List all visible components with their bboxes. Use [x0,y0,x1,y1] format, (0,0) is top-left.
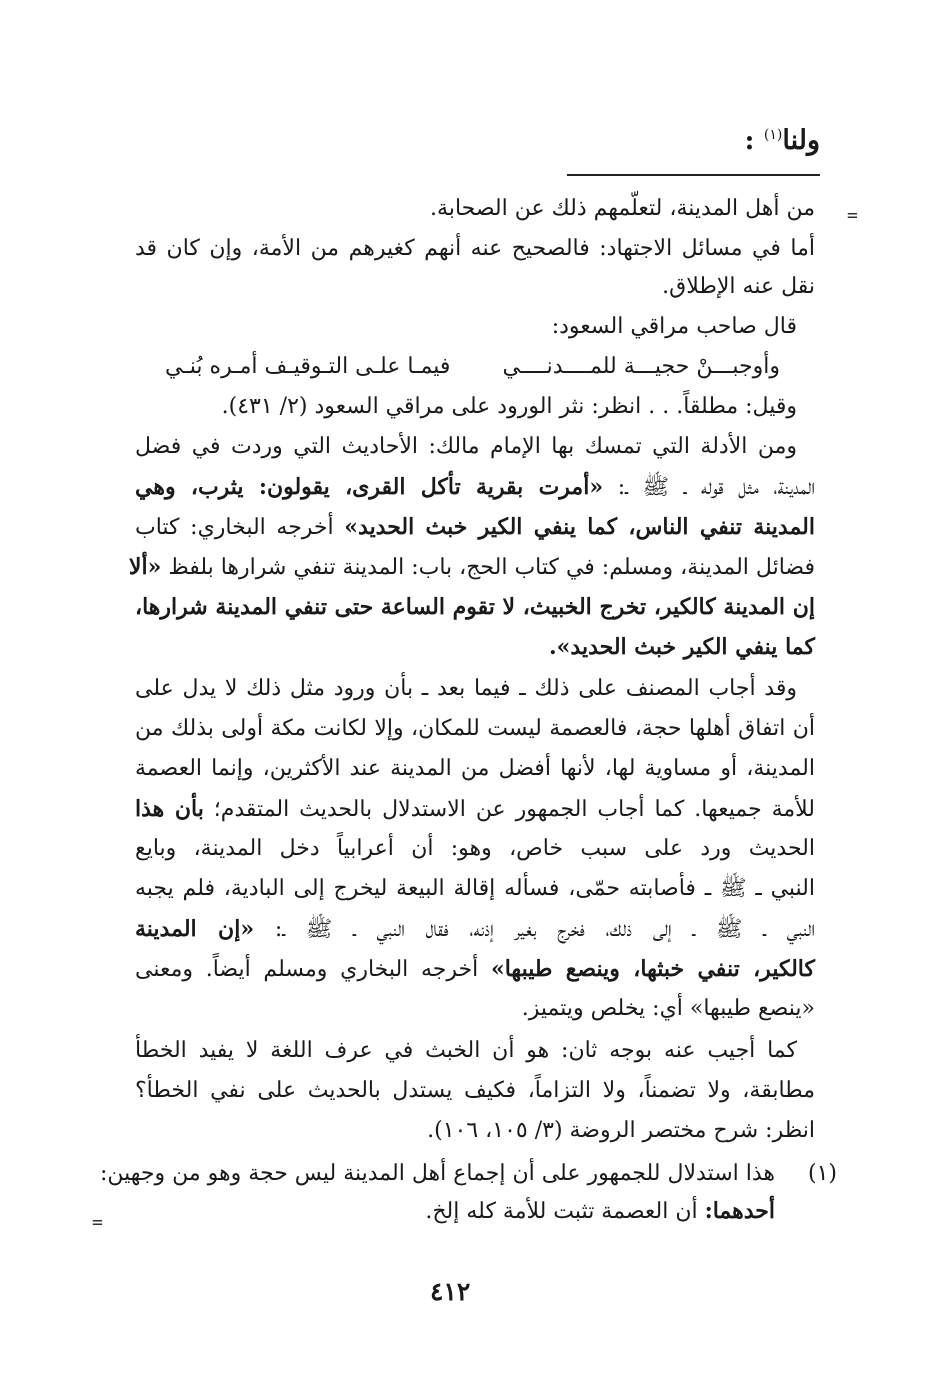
text-line: نقل عنه الإطلاق. [662,274,815,299]
text-line: من أهل المدينة، لتعلّمهم ذلك عن الصحابة. [430,196,815,221]
text-line: انظر: شرح مختصر الروضة (٣/ ١٠٥، ١٠٦). [427,1118,815,1143]
text-run: النبي ـ ﷺ ـ إلى ذلك، فخرج بغير إذنه، فقال النبي ـ ﷺ ـ: [254,917,816,942]
footnote-line [425,1192,775,1231]
hadith-quote: كالكير، تنفي خبثها، وينصع طيبها» [490,956,815,982]
verse-hemistich-first: وأوجبـــنْ حجيـــة للمــــدنــــي [502,354,780,379]
text-run: للأمة جميعها. كما أجاب الجمهور عن الاستدلال بالحديث المتقدم؛ [203,797,816,822]
text-line [135,910,815,948]
page-number: ٤١٢ [430,1277,471,1306]
hadith-line [135,508,815,546]
text-line: أما في مسائل الاجتهاد: فالصحيح عنه أنهم كغيرهم من الأمة، وإن كان قد [135,236,815,261]
margin-mark-top: = [847,205,858,226]
hadith-line [128,548,815,586]
text-run: أخرجه البخاري ومسلم أيضاً. ومعنى [135,957,491,982]
margin-mark-bottom: = [92,1212,103,1233]
hadith-line [135,468,815,506]
text-line: مطابقة، ولا تضمناً، ولا التزاماً، فكيف يستدل بالحديث على نفي الخطأ؟ [135,1078,815,1103]
text-line [135,950,815,988]
heading-colon: : [744,125,755,156]
hadith-quote: المدينة تنفي الناس، كما ينفي الكير خبث الحديد» [344,514,815,540]
text-line: المدينة، أو مساوية لها، لأنها أفضل من المدينة عند الأكثرين، وإنما العصمة [135,756,815,781]
text-line: أن اتفاق أهلها حجة، فالعصمة ليست للمكان، وإلا لكانت مكة أولى بذلك من [135,716,815,741]
text-line: النبي ـ ﷺ ـ فأصابته حمّى، فسأله إقالة البيعة ليخرج إلى البادية، فلم يجبه [135,876,815,901]
text-run: أن العصمة تثبت للأمة كله إلخ. [425,1199,705,1224]
text-run: أخرجه البخاري: كتاب [135,515,345,540]
text-line: كما أجيب عنه بوجه ثان: هو أن الخبث في عرف اللغة لا يفيد الخطأ [135,1038,797,1063]
page-heading [745,125,820,156]
hadith-quote: «ألا [128,554,162,580]
footnote-line: هذا استدلال للجمهور على أن إجماع أهل المدينة ليس حجة وهو من وجهين: [99,1161,775,1186]
heading-rule [567,174,820,176]
text-run: فضائل المدينة، ومسلم: في كتاب الحج، باب: المدينة تنفي شرارها بلفظ [161,555,815,580]
text-line: ومن الأدلة التي تمسك بها الإمام مالك: الأحاديث التي وردت في فضل [135,434,797,459]
text-run-bold: بأن هذا [135,796,204,822]
hadith-quote: «أمرت بقرية تأكل القرى، يقولون: يثرب، وهي [135,474,604,500]
verse-hemistich-second: فيمـا علـى التـوقيـف أمـره بُنـي [165,354,451,379]
text-line: الحديث ورد على سبب خاص، وهو: أن أعرابياً دخل المدينة، وبايع [135,836,815,861]
text-line: وقيل: مطلقاً. . . انظر: نثر الورود على مراقي السعود (٢/ ٤٣١). [221,394,797,419]
hadith-line: كما ينفي الكير خبث الحديد». [549,634,815,660]
text-line: وقد أجاب المصنف على ذلك ـ فيما بعد ـ بأن ورود مثل ذلك لا يدل على [135,676,797,701]
heading-title: ولنا [782,125,820,156]
poetry-verse [165,348,780,386]
footnote-number: (١) [807,1161,837,1186]
text-line [135,790,815,828]
hadith-line: إن المدينة كالكير، تخرج الخبيث، لا تقوم الساعة حتى تنفي المدينة شرارها، [135,594,815,620]
footnote-label: أحدهما: [704,1198,775,1224]
hadith-quote: «إن المدينة [135,916,255,942]
text-line: «ينصع طيبها» أي: يخلص ويتميز. [521,996,815,1021]
heading-note-ref: (١) [763,127,783,143]
text-run: المدينة، مثل قوله ـ ﷺ ـ: [603,475,815,500]
text-line: قال صاحب مراقي السعود: [551,314,797,339]
